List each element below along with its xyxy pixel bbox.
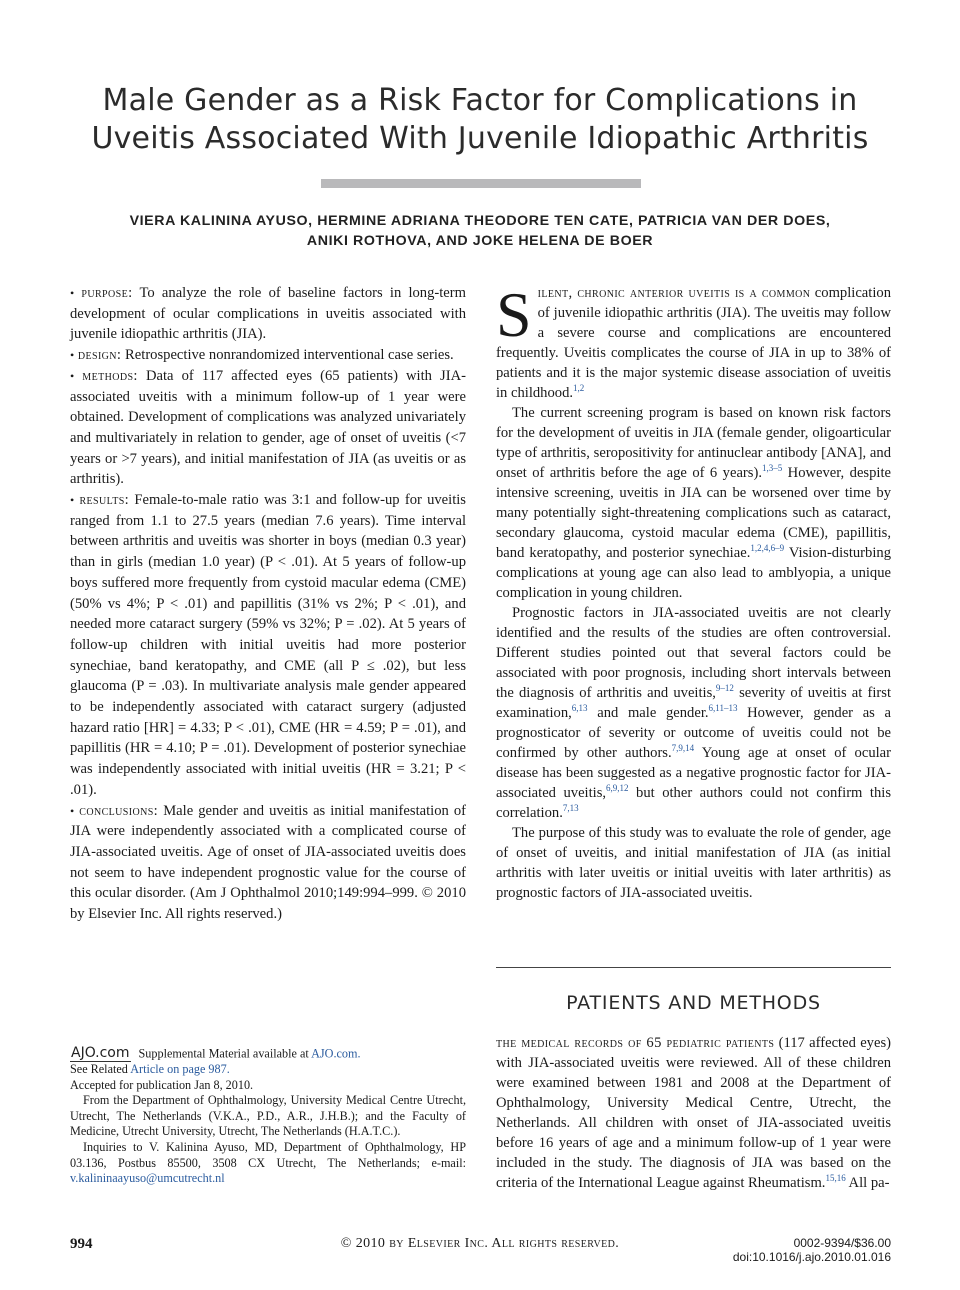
abstract [70,283,466,925]
abstract-conclusions-text: Male gender and uveitis as initial manifestation of JIA were independently associated with a complicated course of JIA-associated uveitis. Age of onset of JIA-associated uveitis does not seem to have independent prognostic value for the course of this ocular disorder. (Am J Ophthalmol 2010;149:994–999. © 2010 by Elsevier Inc. All rights reserved.) [70,802,467,923]
abstract-methods [70,366,466,490]
citation-link[interactable]: 6,11–13 [708,703,738,714]
intro-p3-text-e: Young age at onset of ocular disease has been suggested as a negative prognostic factor for JIA-associated uveitis, [496,745,892,801]
doi: doi:10.1016/j.ajo.2010.01.016 [732,1250,891,1264]
abstract-results-text: Female-to-male ratio was 3:1 and follow-up for uveitis ranged from 1.1 to 27.5 years (median 7.6 years). Time interval between arthritis and uveitis was shorter in boys (median 0.3 year) than in girls (median 1.0 year) (P < .01). At 5 years of follow-up boys suffered more frequently from cystoid macular edema (CME) (50% vs 4%; P < .01) and papillitis (31% vs 2%; P < .01), and needed more cataract surgery (59% vs 32%; P = .02). At 5 years of follow-up children with initial uveitis had more posterior synechiae, band keratopathy, and CME (all P ≤ .02), but less glaucoma (P = .03). In multivariate analysis male gender appeared to be independently associated with cataract surgery (adjusted hazard ratio [HR] = 4.33; P < .01), CME (HR = 4.59; P = .01), and papillitis (HR = 4.10; P = .01). Development of posterior synechiae was independently associated with initial uveitis (HR = 3.21; P < .01). [70,492,466,798]
abstract-purpose-label: purpose: [81,285,133,301]
intro-paragraph-3 [496,603,891,823]
intro-p3-text-f: but other authors could not confirm this correlation. [496,785,891,821]
inquiries-note [70,1140,466,1187]
methods-section [496,1033,891,1193]
footer-identifiers [700,1236,891,1264]
bullet-icon: • [70,803,75,818]
bullet-icon: • [70,493,75,508]
drop-cap: S [496,279,532,350]
email-link[interactable]: v.kalininaayuso@umcutrecht.nl [70,1171,225,1186]
methods-text: (117 affected eyes) with JIA-associated uveitis were reviewed. All of these children were examined between 1981 and 2008 at the Department of Ophthalmology, University Medical Centre, Utrecht, the Netherlands. All children with onset of JIA-associated uveitis before 16 years of age and a minimum follow-up of 1 year were included in the study. The diagnosis of JIA was based on the criteria of the International League against Rheumatism. [496,1035,891,1191]
title-line-2: Uveitis Associated With Juvenile Idiopathic Arthritis [91,121,869,156]
citation-link[interactable]: 1,2 [573,383,585,394]
footer-copyright: © 2010 by Elsevier Inc. All rights reserved. [340,1236,620,1251]
abstract-conclusions-label: conclusions: [79,802,159,819]
related-article-link[interactable]: Article on page 987. [130,1062,230,1076]
intro-p3-text-a: Prognostic factors in JIA-associated uveitis are not clearly identified and the results of the studies are often controversial. Different studies pointed out that several factors could be associated with poor prognosis, including short intervals between the diagnosis of arthritis and uveitis, [496,605,891,701]
page-number: 994 [70,1236,93,1252]
accepted-note: Accepted for publication Jan 8, 2010. [70,1077,254,1092]
intro-p2-text-c: Vision-disturbing complications at young age can also lead to amblyopia, a unique complication in young children. [496,545,891,601]
intro-p1-text: complication of juvenile idiopathic arthritis (JIA). The uveitis may follow a severe course and complications are encountered frequently. Uveitis complicates the course of JIA in up to 38% of patients and it is the major systemic disease association of uveitis in childhood. [496,285,891,401]
article-title [60,82,900,158]
abstract-results [70,490,466,801]
related-text: See Related [70,1062,128,1076]
intro-p2-text-a: The current screening program is based on known risk factors for the development of uveitis in JIA (female gender, oligoarticular type of arthritis, seropositivity for antinuclear antibody [ANA], and onset of arthritis before the age of 6 years). [496,405,891,481]
intro-p3-text-b: severity of uveitis at first examination, [496,685,891,721]
supplemental-link[interactable]: AJO.com. [311,1046,361,1061]
citation-link[interactable]: 1,3–5 [761,463,783,474]
citation-link[interactable]: 7,13 [562,803,579,814]
intro-paragraph-2 [496,403,891,603]
title-divider-bar [321,179,641,188]
abstract-design [70,345,466,366]
intro-paragraph-4: The purpose of this study was to evaluate the role of gender, age of onset of uveitis, and initial manifestation of JIA (as initial arthritis with later uveitis or initial uveitis with later arthritis) as prognostic factors of JIA-associated uveitis. [496,825,891,901]
citation-link[interactable]: 7,9,14 [671,743,695,754]
abstract-purpose [70,283,466,345]
methods-paragraph [496,1033,891,1193]
supplemental-text: Supplemental Material available at [138,1046,309,1061]
bullet-icon: • [70,286,75,300]
author-list [60,211,900,251]
citation-link[interactable]: 9–12 [715,683,734,694]
abstract-methods-text: Data of 117 affected eyes (65 patients) with JIA-associated uveitis with a minimum follow-up of 1 year were obtained. Development of complications was analyzed univariately and multivariately in relation to gender, age of onset of uveitis (<7 years or >7 years), and initial manifestation of JIA (as uveitis or as arthritis). [70,367,466,488]
citation-link[interactable]: 1,2,4,6–9 [750,543,785,554]
inquiries-text: Inquiries to V. Kalinina Ayuso, MD, Department of Ophthalmology, HP 03.136, Postbus 85500, 3508 CX Utrecht, The Netherlands; e-mail: [70,1139,466,1170]
bullet-icon: • [70,368,75,383]
bullet-icon: • [70,348,75,363]
section-divider [496,967,891,968]
footnotes [70,1046,466,1187]
supplemental-note [70,1046,466,1062]
abstract-conclusions [70,801,466,925]
intro-p2-text-b: However, despite intensive screening, uveitis in JIA can be worsened over time by many potentially sight-threatening complications such as cataract, secondary glaucoma, cystoid macular edema (CME), papillitis, band keratopathy, and posterior synechiae. [496,465,891,561]
intro-paragraph-1 [496,279,891,403]
abstract-design-text: Retrospective nonrandomized interventional case series. [125,347,454,364]
abstract-results-label: results: [79,492,130,509]
issn: 0002-9394/$36.00 [793,1236,891,1250]
title-line-1: Male Gender as a Risk Factor for Complications in [102,83,858,118]
intro-p3-text-c: and male gender. [587,705,709,721]
introduction [496,279,892,903]
related-note [70,1062,466,1078]
intro-lead-in: ilent, chronic anterior uveitis is a common [537,285,811,301]
intro-p3-text-d: However, gender as a prognosticator of severity or outcome of uveitis could not be confirmed by other authors. [496,705,891,761]
authors-line-2: ANIKI ROTHOVA, AND JOKE HELENA DE BOER [306,233,654,249]
methods-lead-in: the medical records of 65 pediatric patients [496,1035,775,1051]
authors-line-1: VIERA KALININA AYUSO, HERMINE ADRIANA THEODORE TEN CATE, PATRICIA VAN DER DOES, [129,213,831,229]
citation-link[interactable]: 15,16 [825,1173,846,1184]
section-heading: PATIENTS AND METHODS [566,992,821,1014]
abstract-purpose-text: To analyze the role of baseline factors in long-term development of ocular complications in uveitis associated with juvenile idiopathic arthritis (JIA). [70,285,466,343]
affiliation-note: From the Department of Ophthalmology, University Medical Centre Utrecht, Utrecht, The Netherlands (V.K.A., P.D., A.R., J.H.B.); and the Faculty of Medicine, Utrecht University, Utrecht, The Netherlands (H.A.T.C.). [70,1093,466,1139]
abstract-methods-label: methods: [82,367,138,384]
citation-link[interactable]: 6,13 [571,703,588,714]
ajo-logo-icon: AJO.com [71,1045,130,1061]
citation-link[interactable]: 6,9,12 [606,783,629,794]
methods-tail: All pa- [845,1175,890,1191]
abstract-design-label: design: [77,347,122,364]
